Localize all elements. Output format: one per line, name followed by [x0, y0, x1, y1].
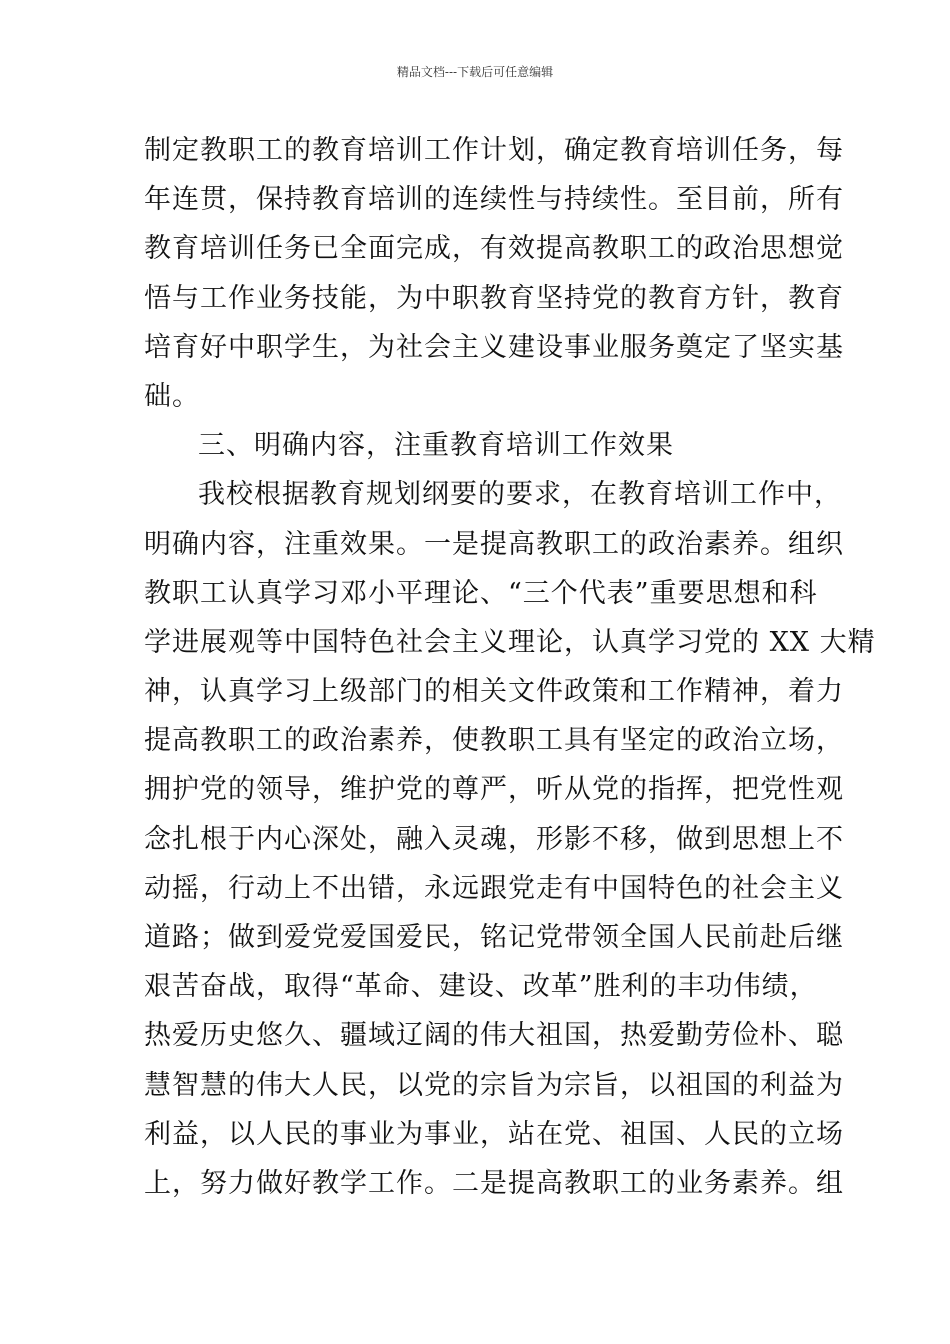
text-line: 动摇，行动上不出错，永远跟党走有中国特色的社会主义: [144, 872, 844, 904]
text-line: 慧智慧的伟大人民，以党的宗旨为宗旨，以祖国的利益为: [144, 1069, 844, 1101]
text-line: 教职工认真学习邓小平理论、“三个代表”重要思想和科: [144, 577, 818, 609]
text-line: 利益，以人民的事业为事业，站在党、祖国、人民的立场: [144, 1118, 844, 1150]
text-line: 明确内容，注重效果。一是提高教职工的政治素养。组织: [144, 528, 844, 560]
text-line: 制定教职工的教育培训工作计划，确定教育培训任务，每: [144, 135, 844, 166]
text-line: 悟与工作业务技能，为中职教育坚持党的教育方针，教育: [144, 282, 844, 314]
text-line: 我校根据教育规划纲要的要求，在教育培训工作中，: [198, 479, 842, 511]
text-line: 年连贯，保持教育培训的连续性与持续性。至目前，所有: [144, 184, 844, 216]
text-line: 培育好中职学生，为社会主义建设事业服务奠定了坚实基: [144, 331, 844, 363]
text-line: 拥护党的领导，维护党的尊严，听从党的指挥，把党性观: [144, 774, 844, 806]
text-line: 艰苦奋战，取得“革命、建设、改革”胜利的丰功伟绩，: [144, 971, 818, 1003]
document-body: [144, 126, 876, 1208]
text-line: 提高教职工的政治素养，使教职工具有坚定的政治立场，: [144, 725, 844, 757]
section-heading: 三、明确内容，注重教育培训工作效果: [198, 430, 674, 462]
page-header: 精品文档---下载后可任意编辑: [396, 65, 554, 79]
text-line: 教育培训任务已全面完成，有效提高教职工的政治思想觉: [144, 233, 844, 265]
text-line: 神，认真学习上级部门的相关文件政策和工作精神，着力: [144, 676, 844, 708]
text-line: 上，努力做好教学工作。二是提高教职工的业务素养。组: [144, 1167, 844, 1199]
text-line: 学进展观等中国特色社会主义理论，认真学习党的 XX 大精: [144, 626, 876, 658]
text-line: 础。: [144, 380, 200, 412]
text-line: 道路；做到爱党爱国爱民，铭记党带领全国人民前赴后继: [144, 922, 844, 953]
text-line: 念扎根于内心深处，融入灵魂，形影不移，做到思想上不: [144, 823, 844, 855]
text-line: 热爱历史悠久、疆域辽阔的伟大祖国，热爱勤劳俭朴、聪: [144, 1020, 844, 1052]
